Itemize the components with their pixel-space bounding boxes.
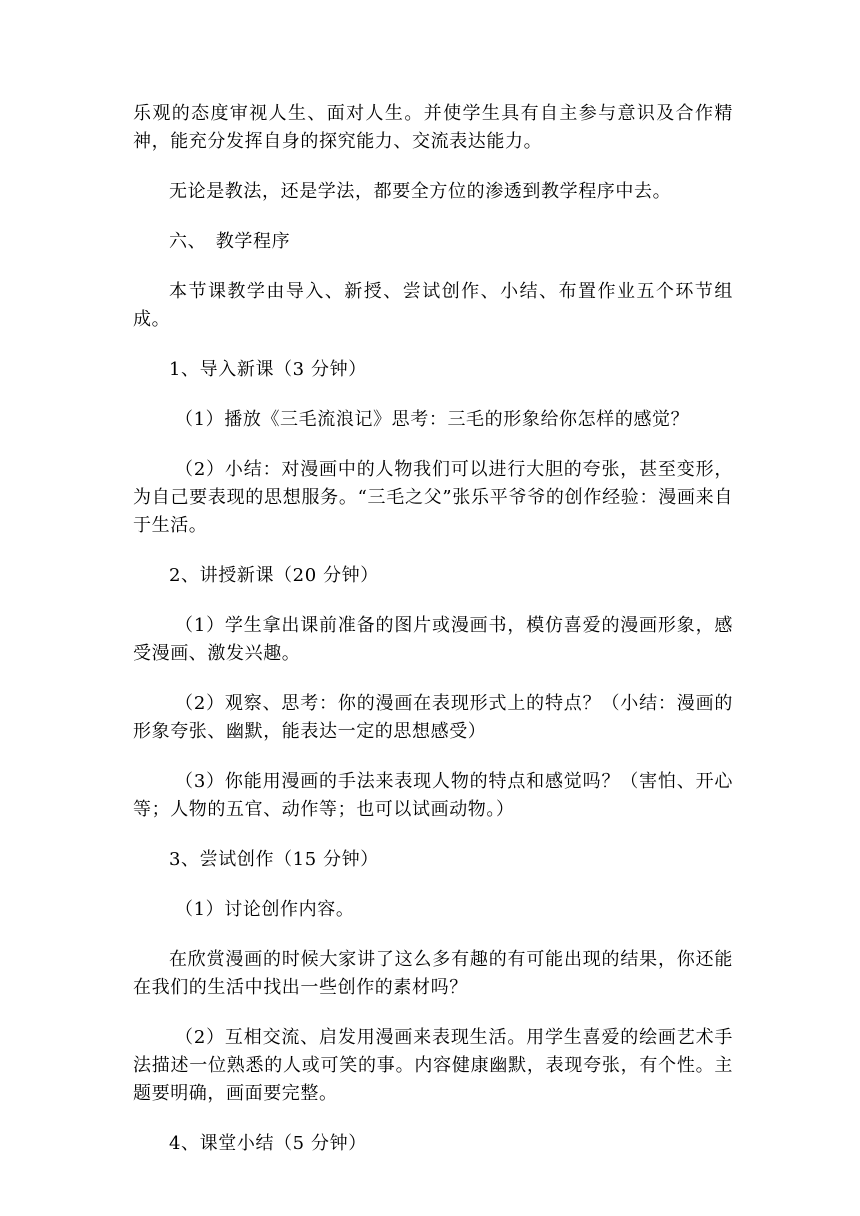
step-item-2-2: （2）观察、思考：你的漫画在表现形式上的特点？（小结：漫画的形象夸张、幽默，能表达一定的思想感受） (133, 693, 733, 742)
step-item-3-2: （2）互相交流、启发用漫画来表现生活。用学生喜爱的绘画艺术手法描述一位熟悉的人或可笑的事。内容健康幽默，表现夸张，有个性。主题要明确，画面要完整。 (133, 1027, 733, 1104)
step-heading-creation: 3、尝试创作（15 分钟） (169, 849, 379, 870)
step-heading-new-lesson: 2、讲授新课（20 分钟） (169, 565, 379, 586)
step-item-2-3: （3）你能用漫画的手法来表现人物的特点和感觉吗？（害怕、开心等；人物的五官、动作等；也可以试画动物。） (133, 771, 733, 820)
step-heading-introduction: 1、导入新课（3 分钟） (169, 359, 367, 380)
section-heading-teaching-procedure: 六、 教学程序 (169, 231, 291, 252)
paragraph-procedure-overview: 本节课教学由导入、新授、尝试创作、小结、布置作业五个环节组成。 (133, 281, 733, 330)
paragraph-method-summary: 无论是教法，还是学法，都要全方位的渗透到教学程序中去。 (169, 181, 672, 202)
step-item-1-1: （1）播放《三毛流浪记》思考：三毛的形象给你怎样的感觉？ (175, 409, 690, 430)
document-page (133, 100, 733, 1158)
paragraph-creation-prompt: 在欣赏漫画的时候大家讲了这么多有趣的有可能出现的结果，你还能在我们的生活中找出一些创作的素材吗？ (133, 949, 733, 998)
step-heading-summary: 4、课堂小结（5 分钟） (169, 1133, 367, 1154)
step-item-3-1: （1）讨论创作内容。 (175, 899, 355, 920)
step-item-1-2: （2）小结：对漫画中的人物我们可以进行大胆的夸张，甚至变形，为自己要表现的思想服务。“三毛之父”张乐平爷爷的创作经验：漫画来自于生活。 (133, 459, 733, 536)
step-item-2-1: （1）学生拿出课前准备的图片或漫画书，模仿喜爱的漫画形象，感受漫画、激发兴趣。 (133, 615, 733, 664)
paragraph-continuation: 乐观的态度审视人生、面对人生。并使学生具有自主参与意识及合作精神，能充分发挥自身的探究能力、交流表达能力。 (133, 103, 733, 152)
